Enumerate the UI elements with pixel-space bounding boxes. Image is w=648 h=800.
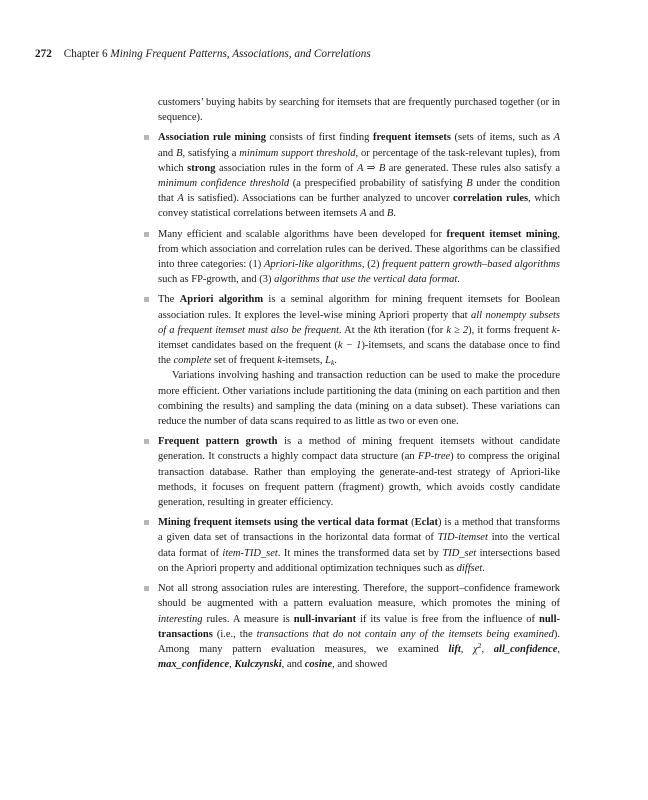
bullet-square-icon <box>144 232 149 237</box>
list-item-text: Many efficient and scalable algorithms have been developed for frequent itemset mining, from which association and correlation rules can be derived. These algorithms can be classified into three categories: (1) Apriori-like algorithms, (2) frequent pattern growth–based algorithms such as FP-growth, and (3) algorithms that use the vertical data format. <box>158 228 560 286</box>
list-item-continuation: Variations involving hashing and transaction reduction can be used to make the procedure more efficient. Other variations include partitioning the data (mining on each partition and then combining the results) and sampling the data (mining on a data subset). These variations can reduce the number of data scans required to as little as two or even one. <box>158 370 560 428</box>
list-item-apriori <box>158 292 560 429</box>
list-item-text: Not all strong association rules are interesting. Therefore, the support–confidence framework should be augmented with a pattern evaluation measure, which promotes the mining of interesting rules. A measure is null-invariant if its value is free from the influence of null-transactions (i.e., the transactions that do not contain any of the itemsets being examined). Among many pattern evaluation measures, we examined lift, $\chi^2$, all_confidence, max_confidence, Kulczynski, and cosine, and showed <box>158 583 560 671</box>
list-item-fp-growth <box>158 434 560 510</box>
list-item-text: The Apriori algorithm is a seminal algorithm for mining frequent itemsets for Boolean association rules. It explores the level-wise mining Apriori property that all nonempty subsets of a frequent itemset must also be frequent. At the kth iteration (for k ≥ 2), it forms frequent k-itemset candidates based on the frequent (k − 1)-itemsets, and scans the database once to find the complete set of frequent k-itemsets, $L_k$. <box>158 294 561 368</box>
list-item-pattern-evaluation <box>158 581 560 672</box>
running-header <box>35 48 595 60</box>
page-number: 272 <box>35 48 52 60</box>
list-item-text: Frequent pattern growth is a method of mining frequent itemsets without candidate generation. It constructs a highly compact data structure (an FP-tree) to compress the original transaction database. Rather than employing the generate-and-test strategy of Apriori-like methods, it focuses on frequent pattern (fragment) growth, which avoids costly candidate generation, resulting in greater efficiency. <box>158 436 560 509</box>
list-item-text: Association rule mining consists of first finding frequent itemsets (sets of items, such as A and B, satisfying a minimum support threshold, or percentage of the task-relevant tuples), from which strong association rules in the form of A ⇒ B are generated. These rules also satisfy a minimum confidence threshold (a prespecified probability of satisfying B under the condition that A is satisfied). Associations can be further analyzed to uncover correlation rules, which convey statistical correlations between itemsets A and B. <box>158 132 561 220</box>
chapter-label: Chapter 6 <box>63 48 108 60</box>
bullet-square-icon <box>144 439 149 444</box>
bullet-square-icon <box>144 135 149 140</box>
intro-paragraph: customers’ buying habits by searching for itemsets that are frequently purchased together (or in sequence). <box>158 97 560 124</box>
page-body <box>158 95 560 672</box>
list-item-algorithms <box>158 227 560 288</box>
bullet-square-icon <box>144 586 149 591</box>
bullet-square-icon <box>144 297 149 302</box>
bullet-square-icon <box>144 520 149 525</box>
list-item-association-rule-mining <box>158 130 560 221</box>
list-item-eclat <box>158 515 560 576</box>
list-item-text: Mining frequent itemsets using the vertical data format (Eclat) is a method that transforms a given data set of transactions in the horizontal data format of TID-itemset into the vertical data format of item-TID_set. It mines the transformed data set by TID_set intersections based on the Apriori property and additional optimization techniques such as diffset. <box>158 517 561 574</box>
chapter-title: Mining Frequent Patterns, Associations, and Correlations <box>110 48 371 60</box>
